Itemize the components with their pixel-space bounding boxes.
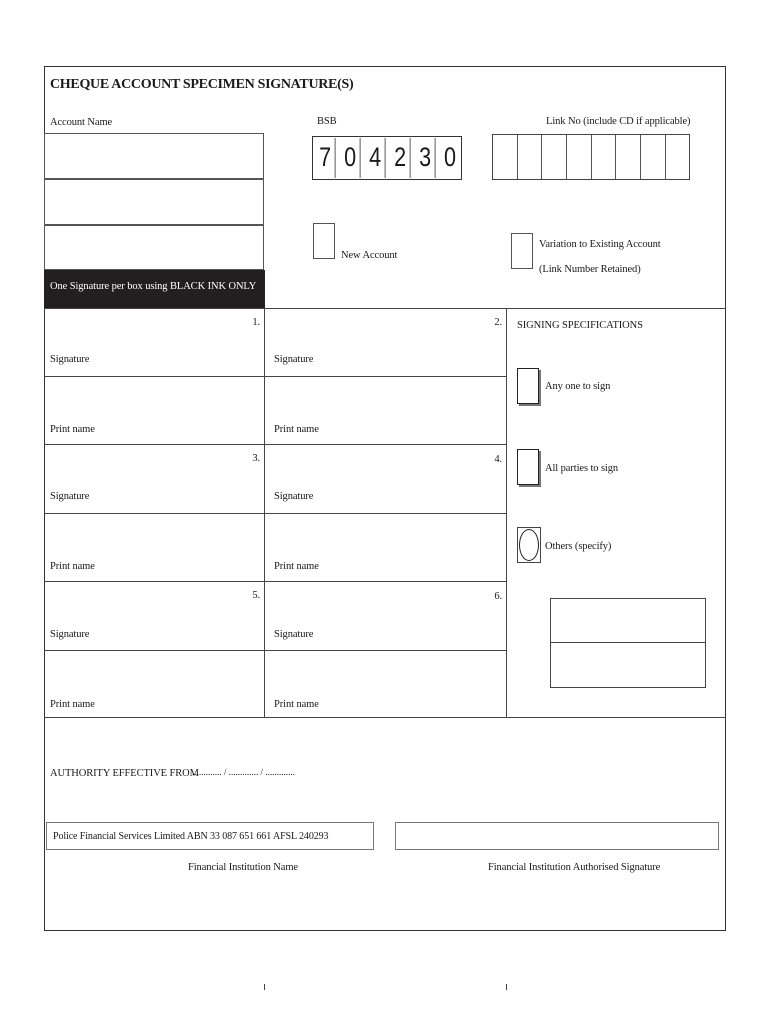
link-no-boxes[interactable] — [492, 134, 690, 180]
black-ink-note: One Signature per box using BLACK INK ONLY — [50, 281, 257, 292]
bsb-digit[interactable]: 7 — [316, 138, 336, 178]
print-name-label: Print name — [50, 699, 95, 710]
bsb-label: BSB — [317, 116, 337, 127]
link-no-label: Link No (include CD if applicable) — [546, 116, 691, 127]
link-no-cell[interactable] — [666, 135, 689, 179]
box-number: 2. — [494, 317, 502, 328]
bsb-digit[interactable]: 0 — [443, 142, 457, 172]
link-no-cell[interactable] — [542, 135, 567, 179]
link-no-cell[interactable] — [493, 135, 518, 179]
institution-name-field[interactable] — [46, 822, 374, 850]
signature-box-5[interactable] — [44, 582, 264, 717]
authorised-signature-caption: Financial Institution Authorised Signature — [488, 862, 661, 873]
box-number: 3. — [252, 453, 260, 464]
bsb-digit[interactable]: 3 — [416, 138, 436, 178]
bsb-digit[interactable]: 4 — [366, 138, 386, 178]
signature-label: Signature — [50, 491, 90, 502]
account-name-label: Account Name — [50, 117, 113, 128]
all-parties-label: All parties to sign — [545, 463, 619, 474]
bsb-digit[interactable]: 0 — [341, 138, 361, 178]
signature-box-1[interactable] — [44, 309, 264, 444]
print-name-label: Print name — [274, 424, 319, 435]
print-name-label: Print name — [50, 561, 95, 572]
variation-checkbox[interactable] — [511, 233, 533, 269]
link-retained-label: (Link Number Retained) — [539, 264, 641, 275]
link-no-cell[interactable] — [518, 135, 543, 179]
link-no-cell[interactable] — [616, 135, 641, 179]
others-radio[interactable] — [517, 527, 541, 563]
signing-specs-heading: SIGNING SPECIFICATIONS — [517, 320, 643, 331]
signature-label: Signature — [274, 491, 314, 502]
authorised-signature-field[interactable] — [395, 822, 719, 850]
account-name-field-1[interactable] — [44, 133, 264, 179]
authority-label: AUTHORITY EFFECTIVE FROM — [50, 768, 199, 779]
print-name-label: Print name — [274, 699, 319, 710]
link-no-cell[interactable] — [641, 135, 666, 179]
bsb-boxes — [312, 136, 462, 180]
others-specify-field-1[interactable] — [550, 598, 706, 643]
signature-label: Signature — [50, 354, 90, 365]
variation-label: Variation to Existing Account — [539, 239, 661, 250]
account-name-field-2[interactable] — [44, 179, 264, 225]
signature-label: Signature — [50, 629, 90, 640]
box-number: 6. — [494, 591, 502, 602]
signature-label: Signature — [274, 354, 314, 365]
authority-date-field[interactable]: ............. / ............. / ............. — [192, 768, 295, 778]
black-ink-note-bar — [44, 270, 265, 308]
oval-icon — [519, 529, 539, 561]
signature-box-4[interactable] — [265, 445, 506, 581]
others-specify-field-2[interactable] — [550, 642, 706, 688]
print-name-label: Print name — [274, 561, 319, 572]
new-account-label: New Account — [341, 250, 398, 261]
any-one-label: Any one to sign — [545, 381, 611, 392]
signature-label: Signature — [274, 629, 314, 640]
signature-box-6[interactable] — [265, 582, 506, 717]
any-one-checkbox[interactable] — [517, 368, 539, 404]
fold-mark — [506, 984, 507, 990]
link-no-cell[interactable] — [567, 135, 592, 179]
signature-box-2[interactable] — [265, 309, 506, 444]
print-name-label: Print name — [50, 424, 95, 435]
link-no-cell[interactable] — [592, 135, 617, 179]
grid-vertical-right — [506, 308, 507, 718]
grid-row-line — [44, 717, 726, 718]
new-account-checkbox[interactable] — [313, 223, 335, 259]
form-title: CHEQUE ACCOUNT SPECIMEN SIGNATURE(S) — [50, 77, 354, 92]
signature-box-3[interactable] — [44, 445, 264, 581]
others-label: Others (specify) — [545, 541, 612, 552]
account-name-field-3[interactable] — [44, 225, 264, 270]
fold-mark — [264, 984, 265, 990]
institution-name-caption: Financial Institution Name — [188, 862, 298, 873]
box-number: 1. — [252, 317, 260, 328]
all-parties-checkbox[interactable] — [517, 449, 539, 485]
box-number: 4. — [494, 454, 502, 465]
institution-name-value: Police Financial Services Limited ABN 33 087 651 661 AFSL 240293 — [53, 831, 329, 842]
bsb-digit[interactable]: 2 — [391, 138, 411, 178]
box-number: 5. — [252, 590, 260, 601]
